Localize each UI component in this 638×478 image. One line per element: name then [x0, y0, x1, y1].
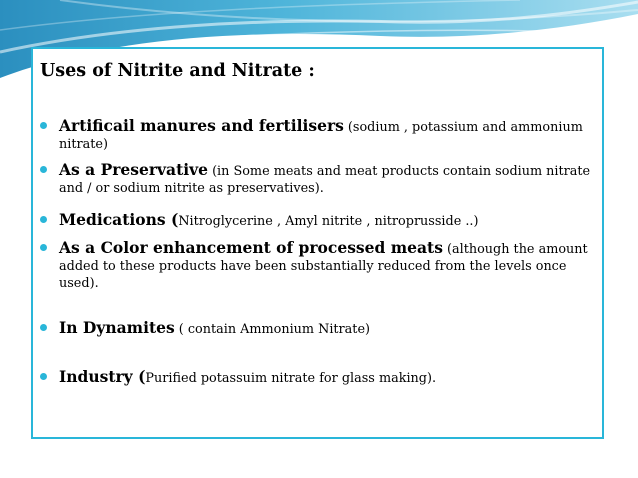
bullet-icon	[40, 122, 47, 129]
bullet-item	[40, 211, 600, 230]
slide-title: Uses of Nitrite and Nitrate :	[40, 61, 315, 81]
bullet-detail: Purified potassuim nitrate for glass making).	[145, 371, 437, 386]
bullet-item	[40, 368, 600, 387]
bullet-term: In Dynamites	[59, 318, 175, 337]
bullet-item	[40, 161, 600, 197]
content-box	[31, 47, 604, 439]
bullet-term: As a Color enhancement of processed meats	[59, 238, 443, 257]
bullet-icon	[40, 373, 47, 380]
bullet-icon	[40, 324, 47, 331]
bullet-icon	[40, 216, 47, 223]
bullet-icon	[40, 166, 47, 173]
bullet-term: Industry (	[59, 367, 146, 386]
bullet-detail: (in Some meats and meat products contain sodium nitrate and / or sodium nitrite as preservatives).	[59, 164, 591, 196]
bullet-detail: ( contain Ammonium Nitrate)	[174, 322, 371, 337]
bullet-term: Medications (	[59, 210, 179, 229]
bullet-icon	[40, 244, 47, 251]
bullet-item	[40, 117, 600, 153]
bullet-term: As a Preservative	[59, 160, 208, 179]
bullet-detail: (although the amount added to these products have been substantially reduced from the levels once used).	[59, 242, 588, 291]
bullet-item	[40, 239, 600, 292]
bullet-item	[40, 319, 600, 338]
bullet-term: Artificail manures and fertilisers	[59, 116, 344, 135]
bullet-detail: (sodium , potassium and ammonium nitrate)	[59, 120, 583, 152]
bullet-detail: Nitroglycerine , Amyl nitrite , nitroprusside ..)	[178, 214, 479, 229]
